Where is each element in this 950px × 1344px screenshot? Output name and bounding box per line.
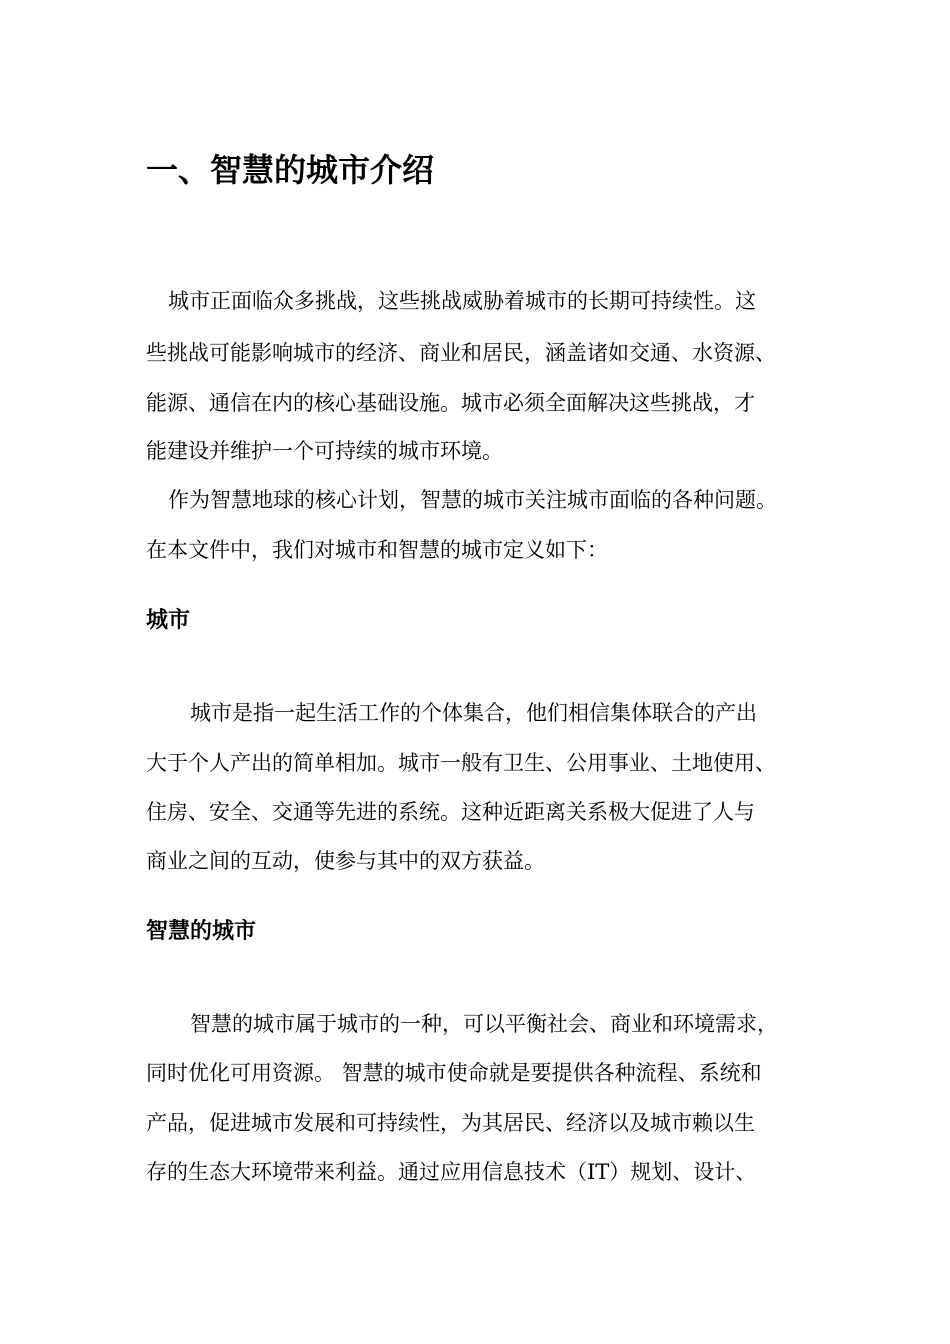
city-line-4: 商业之间的互动，使参与其中的双方获益。 (146, 849, 545, 873)
section-heading-smart-city: 智慧的城市 (146, 919, 257, 944)
intro-line-6: 在本文件中，我们对城市和智慧的城市定义如下： (146, 538, 608, 562)
page-title: 一、智慧的城市介绍 (146, 151, 435, 189)
smart-city-line-3: 产品，促进城市发展和可持续性，为其居民、经济以及城市赖以生 (146, 1111, 755, 1135)
section-heading-city: 城市 (146, 608, 191, 633)
city-line-3: 住房、安全、交通等先进的系统。这种近距离关系极大促进了人与 (146, 800, 755, 824)
intro-line-1: 城市正面临众多挑战，这些挑战威胁着城市的长期可持续性。这 (168, 289, 756, 313)
city-line-1: 城市是指一起生活工作的个体集合，他们相信集体联合的产出 (190, 701, 757, 725)
intro-line-5: 作为智慧地球的核心计划，智慧的城市关注城市面临的各种问题。 (168, 488, 777, 512)
smart-city-line-2: 同时优化可用资源。 智慧的城市使命就是要提供各种流程、系统和 (146, 1061, 762, 1085)
smart-city-line-1: 智慧的城市属于城市的一种，可以平衡社会、商业和环境需求， (190, 1012, 778, 1036)
intro-line-3: 能源、通信在内的核心基础设施。城市必须全面解决这些挑战，才 (146, 391, 755, 415)
city-line-2: 大于个人产出的简单相加。城市一般有卫生、公用事业、土地使用、 (146, 751, 776, 775)
intro-line-2: 些挑战可能影响城市的经济、商业和居民，涵盖诸如交通、水资源、 (146, 341, 776, 365)
intro-line-4: 能建设并维护一个可持续的城市环境。 (146, 439, 503, 463)
smart-city-line-4: 存的生态大环境带来利益。通过应用信息技术（IT）规划、设计、 (146, 1160, 757, 1184)
